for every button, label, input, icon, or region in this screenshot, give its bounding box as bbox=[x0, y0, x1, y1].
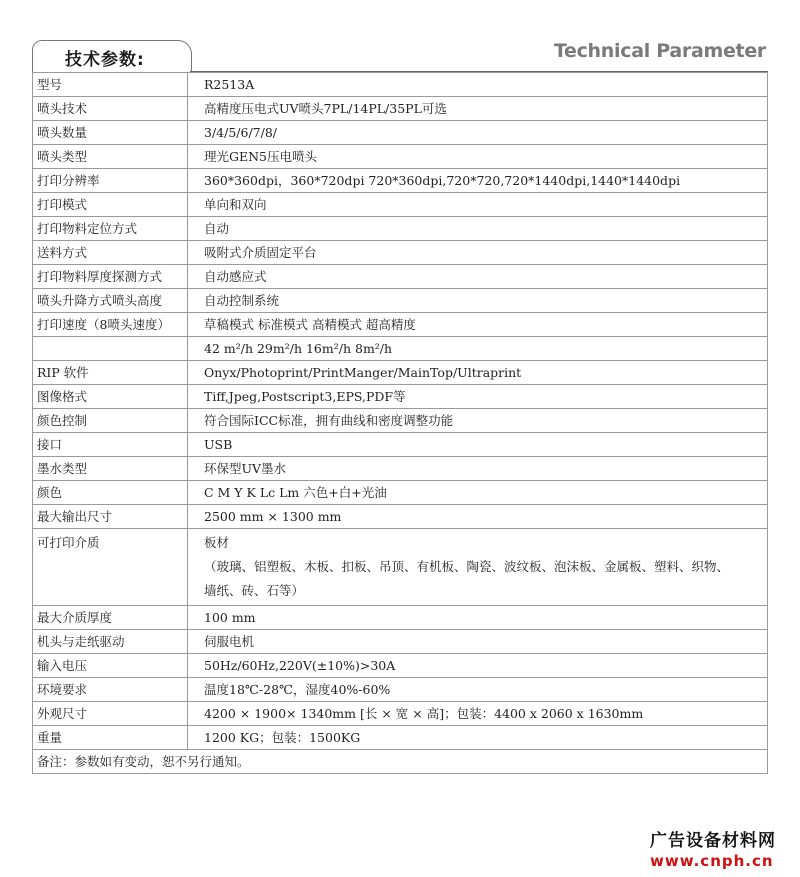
site-logo bbox=[650, 826, 790, 870]
section-title-cn: 技术参数: bbox=[65, 50, 145, 70]
param-label: 颜色控制 bbox=[33, 409, 188, 433]
param-label: 图像格式 bbox=[33, 385, 188, 409]
param-value: Tiff,Jpeg,Postscript3,EPS,PDF等 bbox=[188, 385, 768, 409]
param-label: 墨水类型 bbox=[33, 457, 188, 481]
param-label: 颜色 bbox=[33, 481, 188, 505]
media-line: （玻璃、铝塑板、木板、扣板、吊顶、有机板、陶瓷、波纹板、泡沫板、金属板、塑料、织物、 bbox=[204, 559, 730, 574]
table-row bbox=[33, 265, 768, 289]
param-label: 型号 bbox=[33, 73, 188, 97]
param-value: 草稿模式 标准模式 高精模式 超高精度 bbox=[188, 313, 768, 337]
param-value: 高精度压电式UV喷头7PL/14PL/35PL可选 bbox=[188, 97, 768, 121]
param-label: 重量 bbox=[33, 726, 188, 750]
param-value: 自动感应式 bbox=[188, 265, 768, 289]
param-value: 50Hz/60Hz,220V(±10%)>30A bbox=[188, 654, 768, 678]
param-value: 自动控制系统 bbox=[188, 289, 768, 313]
param-value: 360*360dpi，360*720dpi 720*360dpi,720*720,720*1440dpi,1440*1440dpi bbox=[188, 169, 768, 193]
param-label: 喷头升降方式喷头高度 bbox=[33, 289, 188, 313]
param-label: 环境要求 bbox=[33, 678, 188, 702]
table-row bbox=[33, 361, 768, 385]
param-label-text: 可打印介质 bbox=[37, 535, 100, 550]
table-row bbox=[33, 289, 768, 313]
param-value: 环保型UV墨水 bbox=[188, 457, 768, 481]
param-value-media bbox=[188, 529, 768, 606]
param-label: 喷头数量 bbox=[33, 121, 188, 145]
param-value: 42 m²/h 29m²/h 16m²/h 8m²/h bbox=[188, 337, 768, 361]
section-header bbox=[32, 40, 768, 72]
table-row bbox=[33, 505, 768, 529]
param-label: 打印速度（8喷头速度） bbox=[33, 313, 188, 337]
table-row bbox=[33, 409, 768, 433]
param-value: 吸附式介质固定平台 bbox=[188, 241, 768, 265]
param-label: 最大介质厚度 bbox=[33, 606, 188, 630]
table-row-media bbox=[33, 529, 768, 606]
table-row bbox=[33, 145, 768, 169]
param-label: 最大输出尺寸 bbox=[33, 505, 188, 529]
param-label: 接口 bbox=[33, 433, 188, 457]
table-row bbox=[33, 678, 768, 702]
spec-table bbox=[32, 72, 768, 774]
media-line: 墙纸、砖、石等） bbox=[204, 583, 305, 598]
site-logo-name: 广告设备材料网 bbox=[650, 831, 776, 851]
table-row-note bbox=[33, 750, 768, 774]
param-label: 机头与走纸驱动 bbox=[33, 630, 188, 654]
param-label: 外观尺寸 bbox=[33, 702, 188, 726]
param-value: 伺服电机 bbox=[188, 630, 768, 654]
param-value: USB bbox=[188, 433, 768, 457]
table-row bbox=[33, 241, 768, 265]
table-row bbox=[33, 630, 768, 654]
param-value: R2513A bbox=[188, 73, 768, 97]
param-value: 自动 bbox=[188, 217, 768, 241]
table-row bbox=[33, 73, 768, 97]
param-label: 送料方式 bbox=[33, 241, 188, 265]
note-text: 备注：参数如有变动，恕不另行通知。 bbox=[33, 750, 768, 774]
table-row bbox=[33, 337, 768, 361]
table-row bbox=[33, 726, 768, 750]
param-label: 打印物料定位方式 bbox=[33, 217, 188, 241]
param-value: 100 mm bbox=[188, 606, 768, 630]
section-tab bbox=[32, 40, 192, 72]
table-row bbox=[33, 457, 768, 481]
table-row bbox=[33, 217, 768, 241]
table-row bbox=[33, 433, 768, 457]
param-value: Onyx/Photoprint/PrintManger/MainTop/Ultraprint bbox=[188, 361, 768, 385]
param-value: 理光GEN5压电喷头 bbox=[188, 145, 768, 169]
param-value: 单向和双向 bbox=[188, 193, 768, 217]
table-row bbox=[33, 702, 768, 726]
table-row bbox=[33, 481, 768, 505]
site-logo-url: www.cnph.cn bbox=[650, 852, 774, 870]
table-row bbox=[33, 385, 768, 409]
table-row bbox=[33, 97, 768, 121]
param-value: 符合国际ICC标准，拥有曲线和密度调整功能 bbox=[188, 409, 768, 433]
param-value: C M Y K Lc Lm 六色+白+光油 bbox=[188, 481, 768, 505]
param-label: 喷头类型 bbox=[33, 145, 188, 169]
param-label: 打印物料厚度探测方式 bbox=[33, 265, 188, 289]
param-label: 打印模式 bbox=[33, 193, 188, 217]
table-row bbox=[33, 654, 768, 678]
table-row bbox=[33, 606, 768, 630]
param-value: 4200 × 1900× 1340mm [长 × 宽 × 高]；包装：4400 x 2060 x 1630mm bbox=[188, 702, 768, 726]
param-label: RIP 软件 bbox=[33, 361, 188, 385]
section-title-en: Technical Parameter bbox=[553, 40, 766, 62]
media-line: 板材 bbox=[204, 535, 230, 550]
param-value: 1200 KG；包装：1500KG bbox=[188, 726, 768, 750]
table-row bbox=[33, 121, 768, 145]
table-row bbox=[33, 169, 768, 193]
param-label: 打印分辨率 bbox=[33, 169, 188, 193]
param-label: 输入电压 bbox=[33, 654, 188, 678]
param-value: 温度18℃-28℃，湿度40%-60% bbox=[188, 678, 768, 702]
param-label bbox=[33, 337, 188, 361]
table-row bbox=[33, 193, 768, 217]
param-label: 喷头技术 bbox=[33, 97, 188, 121]
param-label bbox=[33, 529, 188, 606]
param-value: 2500 mm × 1300 mm bbox=[188, 505, 768, 529]
param-value: 3/4/5/6/7/8/ bbox=[188, 121, 768, 145]
table-row bbox=[33, 313, 768, 337]
